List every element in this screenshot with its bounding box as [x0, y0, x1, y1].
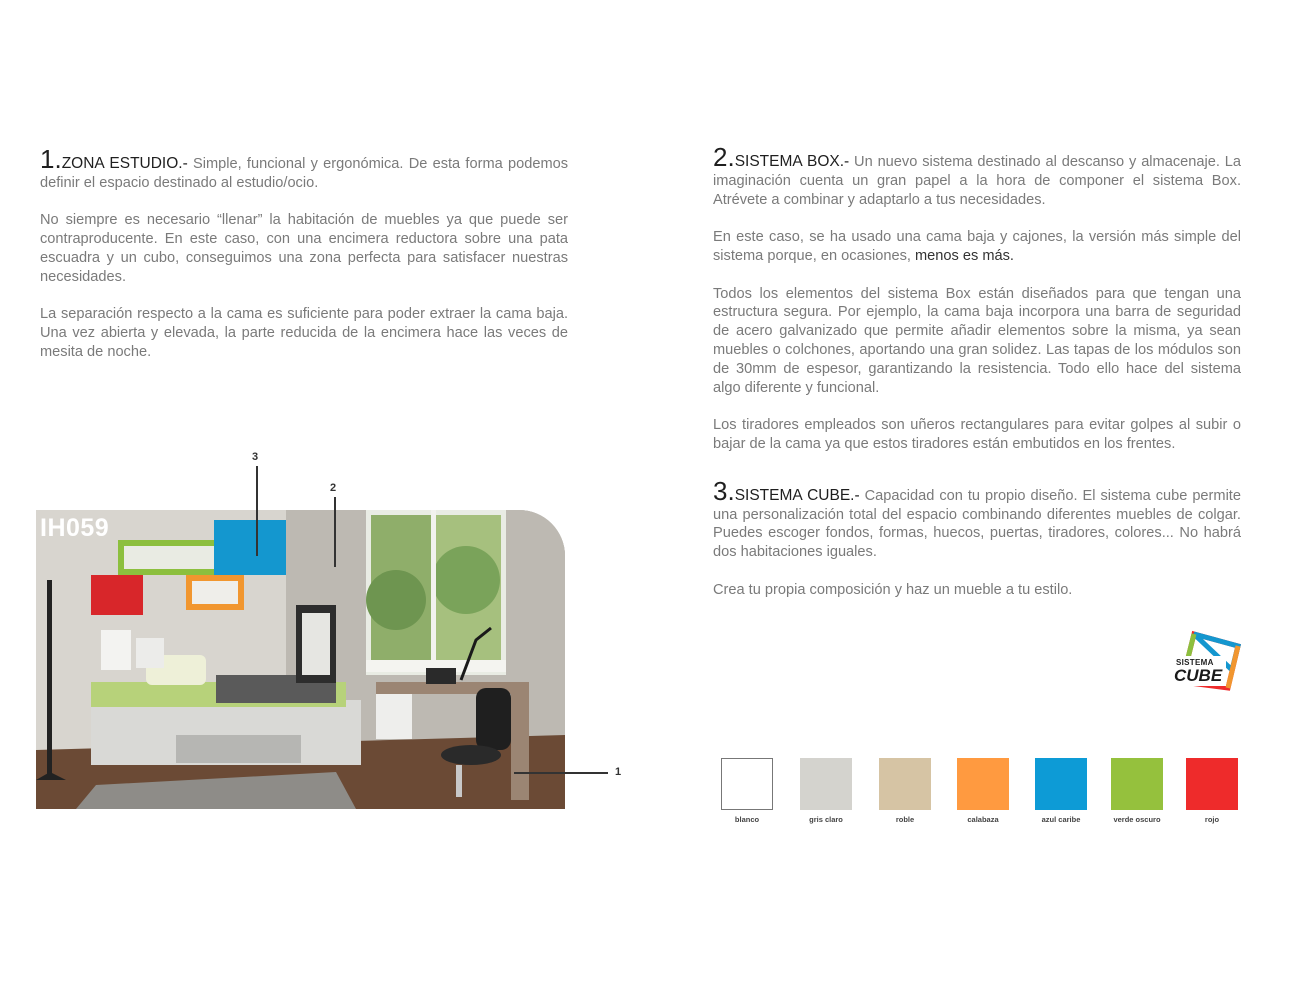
swatch-verde-oscuro: [1111, 758, 1163, 810]
swatch-label-blanco: blanco: [734, 815, 760, 824]
left-column: [40, 144, 569, 381]
swatch-label-roble: roble: [895, 815, 915, 824]
swatch-blanco: [721, 758, 773, 810]
section1-number: 1.: [40, 144, 62, 174]
section3-paragraph-2: Crea tu propia composición y haz un mueble a tu estilo.: [713, 581, 1073, 598]
section3-paragraph: [713, 475, 1241, 562]
model-code-prefix: IH: [40, 514, 66, 542]
bedroom-photo: [36, 510, 565, 809]
section3-number: 3.: [713, 475, 735, 506]
section2-paragraph-3: Todos los elementos del sistema Box están diseñados para que tengan una estructura segura. Por ejemplo, la cama baja incorpora una barra de seguridad de acero galvanizado que permite añadir elementos sobre la misma, ya sean muebles o colchones, aportando una gran solidez. Las tapas de los módulos son de 30mm de espesor, garantizando la resistencia. Todo ello hace del sistema algo diferente y funcional.: [713, 285, 1241, 396]
section1-intro: Simple, funcional y ergonómica. De esta forma podemos definir el espacio destinado al estudio/ocio.: [40, 156, 569, 191]
section1-title: ZONA ESTUDIO.-: [61, 155, 188, 172]
section2-paragraph-2: [713, 228, 1241, 266]
section2-number: 2.: [713, 142, 735, 172]
callout-1: 1: [615, 766, 622, 778]
right-column: [713, 142, 1241, 618]
sistema-cube-logo: [1168, 630, 1242, 692]
section2-p1-emphasis: menos es más.: [915, 247, 1014, 264]
section1-paragraph-2: No siempre es necesario “llenar” la habitación de muebles ya que puede ser contraproducente. En este caso, con una encimera reductora sobre una pata escuadra y un cubo, conseguimos una zona perfecta para satisfacer nuestras necesidades.: [40, 212, 568, 285]
swatch-label-azul-caribe: azul caribe: [1041, 815, 1081, 824]
section2-paragraph-4: Los tiradores empleados son uñeros rectangulares para evitar golpes al subir o bajar de la cama ya que estos tiradores están embutidos en los frentes.: [713, 417, 1241, 452]
section2-title: SISTEMA BOX.-: [734, 153, 850, 170]
swatch-label-verde-oscuro: verde oscuro: [1113, 815, 1161, 824]
color-swatches: [721, 758, 1241, 828]
logo-line-1: SISTEMA: [1176, 658, 1214, 667]
callout-2: 2: [330, 482, 337, 494]
callout-3: 3: [252, 451, 259, 463]
section3-intro: Capacidad con tu propio diseño. El sistema cube permite una personalización total del espacio combinando diferentes muebles de colgar. Puedes escoger fondos, formas, huecos, puertas, tiradores, colores... No habrá dos habitaciones iguales.: [713, 487, 1241, 561]
section1-paragraph: [40, 144, 569, 193]
swatch-rojo: [1186, 758, 1238, 810]
swatch-azul-caribe: [1035, 758, 1087, 810]
section2-p1-text: En este caso, se ha usado una cama baja y cajones, la versión más simple del sistema porque, en ocasiones,: [713, 229, 1241, 264]
logo-line-2: CUBE: [1174, 666, 1223, 685]
swatch-label-rojo: rojo: [1204, 815, 1220, 824]
section2-intro: Un nuevo sistema destinado al descanso y almacenaje. La imaginación cuenta un gran papel a la hora de componer el sistema Box. Atrévete a combinar y adaptarlo a tus necesidades.: [713, 154, 1241, 208]
section2-paragraph: [713, 142, 1241, 209]
swatch-calabaza: [957, 758, 1009, 810]
swatch-label-gris-claro: gris claro: [809, 815, 843, 824]
section3-title: SISTEMA CUBE.-: [734, 486, 860, 504]
callout-2-line: [334, 497, 336, 567]
callout-3-line: [256, 466, 258, 556]
swatch-gris-claro: [800, 758, 852, 810]
model-code: [40, 514, 109, 543]
bedroom-illustration: [36, 510, 565, 809]
callout-1-line: [514, 772, 608, 774]
model-code-number: 059: [66, 514, 110, 542]
swatch-roble: [879, 758, 931, 810]
swatch-label-calabaza: calabaza: [967, 815, 999, 824]
section1-paragraph-3: La separación respecto a la cama es suficiente para poder extraer la cama baja. Una vez abierta y elevada, la parte reducida de la encimera hace las veces de mesita de noche.: [40, 306, 568, 360]
